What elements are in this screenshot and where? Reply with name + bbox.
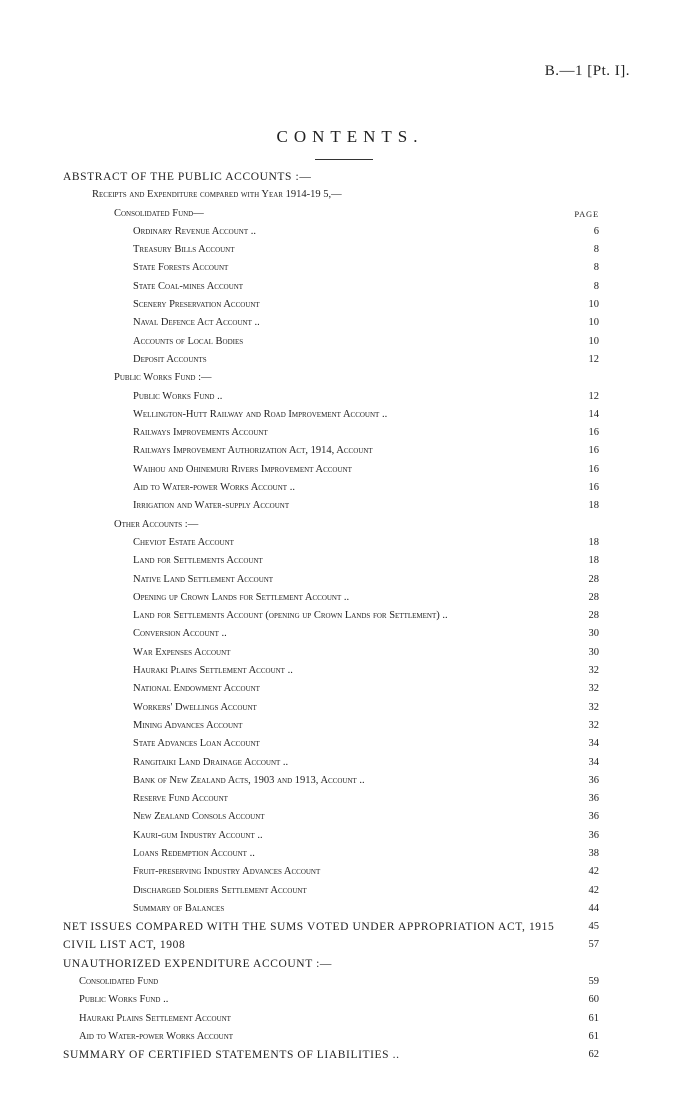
toc-entry-page: 10 (588, 335, 599, 347)
toc-entry (0, 369, 700, 387)
toc-entry-page: 18 (588, 555, 599, 567)
toc-entry (0, 772, 700, 790)
toc-entry-page: 8 (593, 280, 599, 292)
toc-entry-label: Public Works Fund .. (79, 994, 169, 1006)
toc-entry-page: 62 (588, 1049, 599, 1061)
toc-entry-page: 30 (588, 628, 599, 640)
toc-entry-label: Treasury Bills Account (133, 244, 235, 256)
toc-entry-page: 32 (588, 683, 599, 695)
toc-entry (0, 223, 700, 241)
toc-entry-label: Hauraki Plains Settlement Account (79, 1012, 231, 1024)
toc-entry-page: 34 (588, 756, 599, 768)
toc-entry (0, 717, 700, 735)
toc-entry-page: 10 (588, 299, 599, 311)
toc-entry-page: 61 (588, 1030, 599, 1042)
toc-entry (0, 863, 700, 881)
toc-entry-label: Loans Redemption Account .. (133, 847, 255, 859)
toc-entry (0, 918, 700, 936)
toc-entry-label: SUMMARY OF CERTIFIED STATEMENTS OF LIABILITIES .. (63, 1049, 400, 1062)
toc-entry-page: 42 (588, 884, 599, 896)
toc-entry-label: Accounts of Local Bodies (133, 335, 244, 347)
toc-entry (0, 1046, 700, 1064)
toc-entry (0, 1028, 700, 1046)
toc-entry (0, 699, 700, 717)
toc-entry-label: Railways Improvements Account (133, 427, 268, 439)
toc-entry-page: 32 (588, 701, 599, 713)
toc-entry-page: 8 (593, 244, 599, 256)
toc-entry (0, 168, 700, 186)
toc-entry-page: 36 (588, 774, 599, 786)
page-column-header: PAGE (574, 208, 599, 219)
toc-entry (0, 790, 700, 808)
toc-entry-label: Scenery Preservation Account (133, 299, 260, 311)
toc-entry-label: Receipts and Expenditure compared with Year 1914-19 5,— (92, 189, 342, 201)
toc-entry (0, 516, 700, 534)
toc-entry-page: 38 (588, 847, 599, 859)
toc-entry (0, 735, 700, 753)
toc-entry-page: 14 (588, 408, 599, 420)
toc-entry-label: National Endowment Account (133, 683, 260, 695)
toc-entry-label: Discharged Soldiers Settlement Account (133, 884, 307, 896)
toc-entry-label: Summary of Balances (133, 902, 225, 914)
toc-entry-label: Cheviot Estate Account (133, 536, 234, 548)
toc-entry-label: Hauraki Plains Settlement Account .. (133, 665, 293, 677)
toc-entry-label: Reserve Fund Account (133, 793, 228, 805)
toc-entry (0, 808, 700, 826)
toc-entry-page: 32 (588, 719, 599, 731)
toc-entry-label: Public Works Fund :— (114, 372, 212, 384)
toc-entry-label: New Zealand Consols Account (133, 811, 265, 823)
toc-entry (0, 644, 700, 662)
toc-entry-label: CIVIL LIST ACT, 1908 (63, 939, 186, 952)
toc-entry (0, 241, 700, 259)
toc-entry-label: NET ISSUES COMPARED WITH THE SUMS VOTED UNDER APPROPRIATION ACT, 1915 (63, 921, 555, 934)
toc-entry (0, 479, 700, 497)
toc-entry-label: State Advances Loan Account (133, 738, 260, 750)
toc-entry-label: Public Works Fund .. (133, 390, 223, 402)
toc-entry-page: 18 (588, 500, 599, 512)
toc-entry (0, 296, 700, 314)
toc-entry-label: UNAUTHORIZED EXPENDITURE ACCOUNT :— (63, 957, 332, 970)
toc-entry (0, 900, 700, 918)
toc-entry (0, 205, 700, 223)
toc-entry (0, 973, 700, 991)
toc-entry-page: 45 (588, 921, 599, 933)
toc-entry (0, 845, 700, 863)
toc-entry-page: 18 (588, 536, 599, 548)
toc-entry-label: Aid to Water-power Works Account .. (133, 482, 295, 494)
toc-entry (0, 662, 700, 680)
toc-entry-page: 28 (588, 610, 599, 622)
toc-entry-page: 59 (588, 976, 599, 988)
toc-entry-page: 28 (588, 573, 599, 585)
title-rule (315, 159, 373, 160)
toc-entry-label: Kauri-gum Industry Account .. (133, 829, 263, 841)
toc-entry-label: Workers' Dwellings Account (133, 701, 257, 713)
toc-entry-label: Opening up Crown Lands for Settlement Account .. (133, 591, 350, 603)
toc-entry (0, 571, 700, 589)
toc-entry-label: Rangitaiki Land Drainage Account .. (133, 756, 289, 768)
toc-entry-page: 36 (588, 829, 599, 841)
toc-entry (0, 534, 700, 552)
toc-entry (0, 497, 700, 515)
toc-entry-label: Railways Improvement Authorization Act, 1914, Account (133, 445, 373, 457)
toc-entry (0, 589, 700, 607)
toc-entry-label: Waihou and Ohinemuri Rivers Improvement Account (133, 463, 352, 475)
toc-entry-page: 16 (588, 427, 599, 439)
toc-entry-label: Consolidated Fund (79, 976, 159, 988)
toc-entry-page: 6 (593, 225, 599, 237)
toc-entry (0, 552, 700, 570)
toc-entry-page: 12 (588, 390, 599, 402)
toc-entry-page: 28 (588, 591, 599, 603)
toc-entry (0, 991, 700, 1009)
toc-entry (0, 955, 700, 973)
toc-entry (0, 754, 700, 772)
toc-entry (0, 936, 700, 954)
toc-entry-page: 16 (588, 445, 599, 457)
toc-entry-label: Consolidated Fund— (114, 207, 204, 219)
toc-entry-label: Other Accounts :— (114, 518, 199, 530)
page-title: CONTENTS. (276, 127, 424, 146)
toc-entry-label: State Coal-mines Account (133, 280, 244, 292)
toc-entry-label: Mining Advances Account (133, 719, 243, 731)
toc-entry-label: Land for Settlements Account (opening up Crown Lands for Settlement) .. (133, 610, 448, 622)
toc-entry-page: 10 (588, 317, 599, 329)
toc-entry-page: 16 (588, 463, 599, 475)
toc-entry (0, 680, 700, 698)
toc-entry-label: State Forests Account (133, 262, 229, 274)
toc-entry-label: Naval Defence Act Account .. (133, 317, 260, 329)
toc-entry-label: Conversion Account .. (133, 628, 227, 640)
toc-entry-page: 57 (588, 939, 599, 951)
toc-entry-page: 36 (588, 793, 599, 805)
toc-entry (0, 1010, 700, 1028)
toc-entry (0, 314, 700, 332)
toc-entry-label: Irrigation and Water-supply Account (133, 500, 290, 512)
toc-entry-label: Aid to Water-power Works Account (79, 1030, 234, 1042)
toc-entry-label: Land for Settlements Account (133, 555, 263, 567)
toc-entry-page: 44 (588, 902, 599, 914)
toc-entry (0, 625, 700, 643)
toc-entry (0, 351, 700, 369)
toc-entry (0, 424, 700, 442)
toc-entry (0, 333, 700, 351)
toc-entry-page: 34 (588, 738, 599, 750)
toc-entry-page: 8 (593, 262, 599, 274)
toc-entry-label: Wellington-Hutt Railway and Road Improvement Account .. (133, 408, 388, 420)
toc-entry (0, 186, 700, 204)
toc-entry-page: 42 (588, 866, 599, 878)
toc-entry-label: Fruit-preserving Industry Advances Account (133, 866, 321, 878)
toc-entry-page: 36 (588, 811, 599, 823)
toc-entry (0, 278, 700, 296)
toc-entry-label: Deposit Accounts (133, 353, 207, 365)
toc-entry (0, 461, 700, 479)
toc-entry-page: 61 (588, 1012, 599, 1024)
toc-entry-label: Ordinary Revenue Account .. (133, 225, 256, 237)
toc-entry (0, 882, 700, 900)
toc-entry-page: 16 (588, 482, 599, 494)
toc-entry-label: Bank of New Zealand Acts, 1903 and 1913, Account .. (133, 774, 365, 786)
toc-entry (0, 388, 700, 406)
toc-entry-page: 60 (588, 994, 599, 1006)
table-of-contents (0, 168, 700, 1065)
toc-entry-page: 32 (588, 665, 599, 677)
document-reference: B.—1 [Pt. I]. (544, 63, 630, 79)
toc-entry (0, 442, 700, 460)
toc-entry (0, 259, 700, 277)
toc-entry-label: ABSTRACT OF THE PUBLIC ACCOUNTS :— (63, 171, 312, 183)
toc-entry-label: Native Land Settlement Account (133, 573, 274, 585)
toc-entry (0, 607, 700, 625)
toc-entry-page: 30 (588, 646, 599, 658)
toc-entry (0, 406, 700, 424)
toc-entry (0, 827, 700, 845)
toc-entry-page: 12 (588, 353, 599, 365)
toc-entry-label: War Expenses Account (133, 646, 231, 658)
